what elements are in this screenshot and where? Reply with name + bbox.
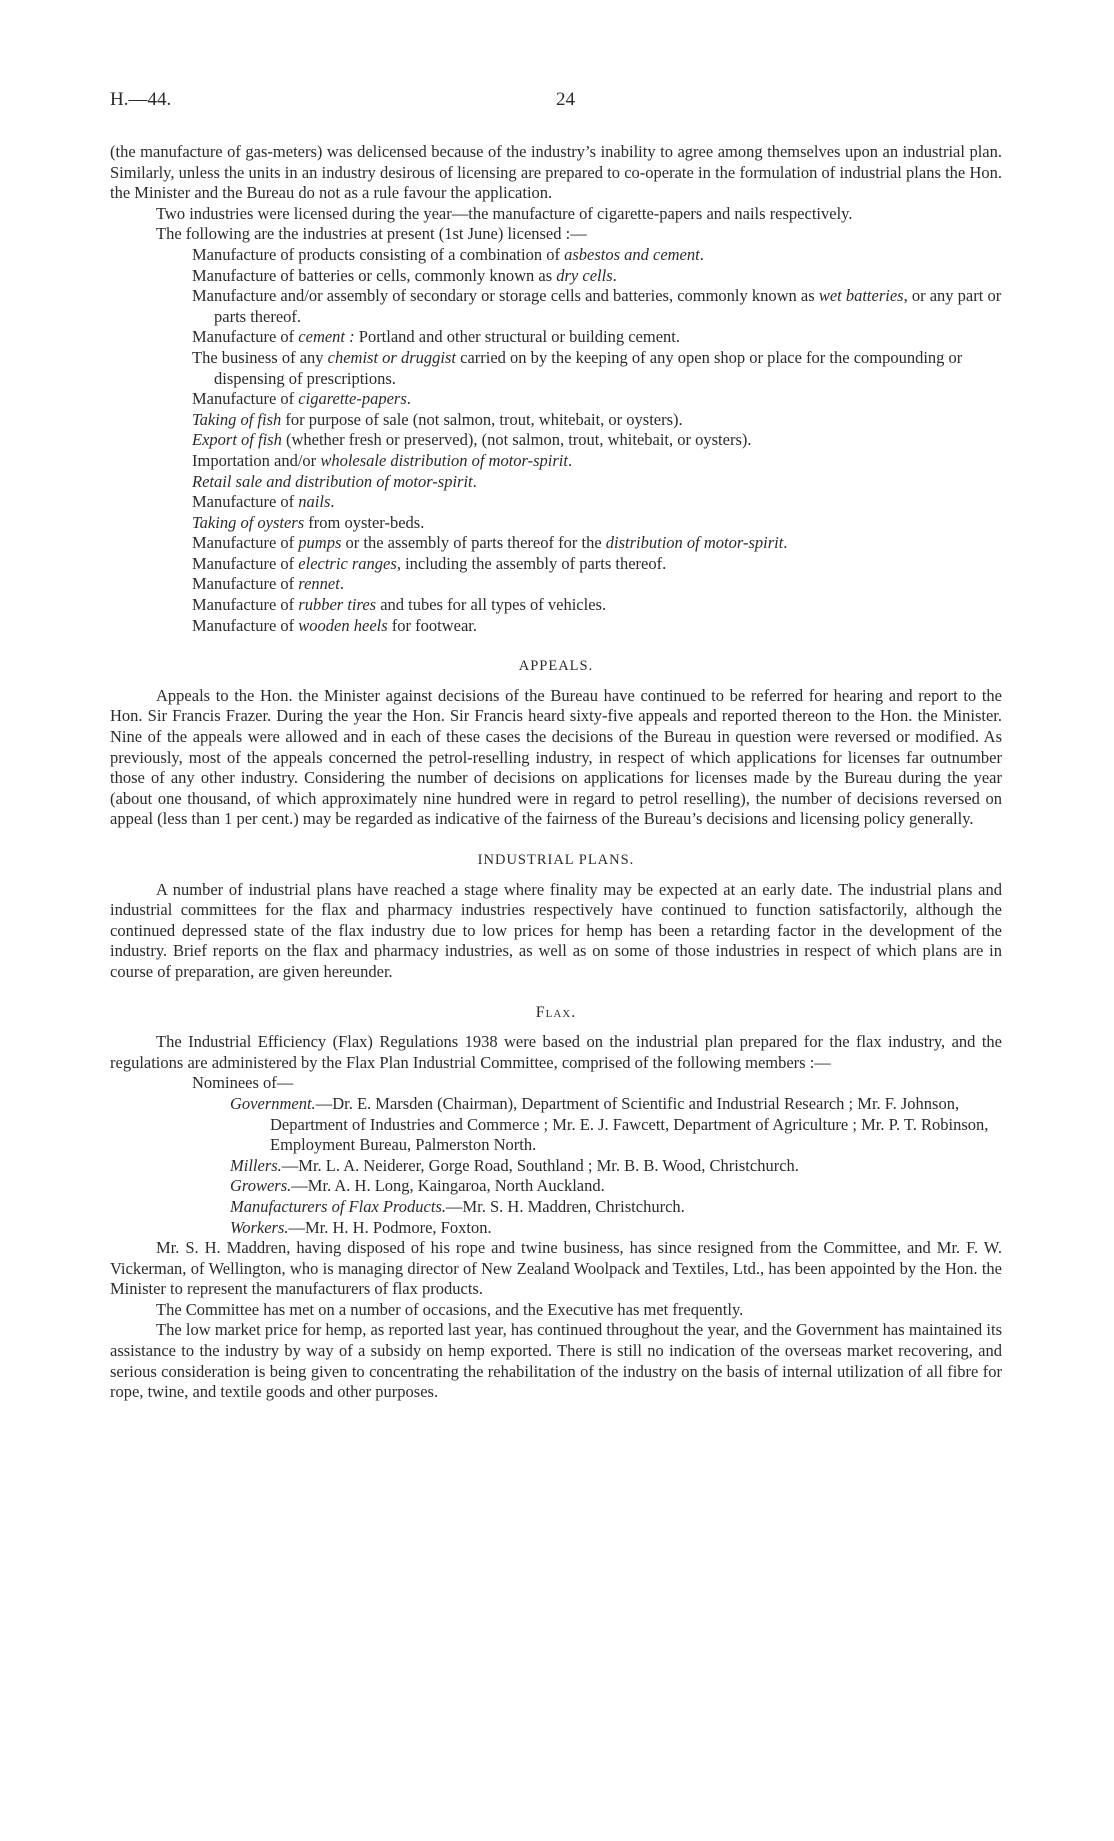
page-number: 24 bbox=[556, 89, 575, 110]
industry-item: Manufacture of products consisting of a combination of asbestos and cement. bbox=[192, 244, 704, 264]
industry-item: Manufacture of wooden heels for footwear. bbox=[192, 615, 477, 635]
nominees-list bbox=[110, 1094, 1002, 1238]
industry-item: Manufacture of rubber tires and tubes for all types of vehicles. bbox=[192, 595, 607, 615]
industry-item: Importation and/or wholesale distribution of motor-spirit. bbox=[192, 450, 573, 470]
industry-item: Manufacture of cigarette-papers. bbox=[192, 389, 411, 409]
flax-paragraph-2: Mr. S. H. Maddren, having disposed of his rope and twine business, has since resigned from the Committee, and Mr. F. W. Vickerman, of Wellington, who is managing director of New Zealand Woolpack and Textiles, Ltd., has been appointed by the Hon. the Minister to represent the manufacturers of flax products. bbox=[110, 1238, 1002, 1299]
nominee-entry: Millers.—Mr. L. A. Neiderer, Gorge Road, Southland ; Mr. B. B. Wood, Christchurch. bbox=[230, 1155, 799, 1175]
document-body bbox=[110, 142, 1002, 1403]
industry-item: Manufacture of batteries or cells, commonly known as dry cells. bbox=[192, 265, 617, 285]
appeals-paragraph: Appeals to the Hon. the Minister against decisions of the Bureau have continued to be referred for hearing and report to the Hon. Sir Francis Frazer. During the year the Hon. Sir Francis heard sixty-five appeals and reported thereon to the Hon. the Minister. Nine of the appeals were allowed and in each of these cases the decisions of the Bureau in question were reversed or modified. As previously, most of the appeals concerned the petrol-reselling industry, in respect of which applications for licenses far outnumber those of any other industry. Considering the number of decisions on applications for licenses made by the Bureau during the year (about one thousand, of which approximately nine hundred were in regard to petrol reselling), the number of decisions reversed on appeal (less than 1 per cent.) may be regarded as indicative of the fairness of the Bureau’s decisions and licensing policy generally. bbox=[110, 685, 1002, 829]
licensed-industries-list bbox=[110, 245, 1002, 636]
industry-item: Taking of fish for purpose of sale (not salmon, trout, whitebait, or oysters). bbox=[192, 409, 683, 429]
industry-item: Manufacture of pumps or the assembly of parts thereof for the distribution of motor-spirit. bbox=[192, 533, 788, 553]
document-reference: H.—44. bbox=[110, 89, 172, 110]
intro-paragraph-1: (the manufacture of gas-meters) was delicensed because of the industry’s inability to agree among themselves upon an industrial plan. Similarly, unless the units in an industry desirous of licensing are prepared to co-operate in the formulation of industrial plans the Hon. the Minister and the Bureau do not as a rule favour the application. bbox=[110, 142, 1002, 203]
flax-paragraph-4: The low market price for hemp, as reported last year, has continued throughout the year, and the Government has maintained its assistance to the industry by way of a subsidy on hemp exported. There is still no indication of the overseas market recovering, and serious consideration is being given to concentrating the rehabilitation of the industry on the basis of internal utilization of all fibre for rope, twine, and textile goods and other purposes. bbox=[110, 1320, 1002, 1402]
industry-item: Taking of oysters from oyster-beds. bbox=[192, 512, 425, 532]
nominee-entry: Manufacturers of Flax Products.—Mr. S. H. Maddren, Christchurch. bbox=[230, 1196, 685, 1216]
flax-heading: Flax. bbox=[535, 1003, 577, 1021]
flax-paragraph-3: The Committee has met on a number of occasions, and the Executive has met frequently. bbox=[156, 1299, 744, 1319]
industry-item: The business of any chemist or druggist carried on by the keeping of any open shop or place for the compounding or dispensing of prescriptions. bbox=[192, 347, 963, 388]
industry-item: Manufacture of electric ranges, including the assembly of parts thereof. bbox=[192, 553, 667, 573]
industry-item: Manufacture of rennet. bbox=[192, 574, 344, 594]
intro-paragraph-3: The following are the industries at present (1st June) licensed :— bbox=[156, 224, 587, 244]
nominee-entry: Workers.—Mr. H. H. Podmore, Foxton. bbox=[230, 1217, 492, 1237]
flax-paragraph-1: The Industrial Efficiency (Flax) Regulations 1938 were based on the industrial plan prepared for the flax industry, and the regulations are administered by the Flax Plan Industrial Committee, comprised of the following members :— bbox=[110, 1032, 1002, 1072]
nominees-label: Nominees of— bbox=[192, 1073, 294, 1093]
industrial-plans-paragraph: A number of industrial plans have reached a stage where finality may be expected at an early date. The industrial plans and industrial committees for the flax and pharmacy industries respectively have continued to function satisfactorily, although the continued depressed state of the flax industry due to low prices for hemp has been a retarding factor in the development of the industry. Brief reports on the flax and pharmacy industries, as well as on some of those industries in respect of which plans are in course of preparation, are given hereunder. bbox=[110, 879, 1002, 981]
nominee-entry: Government.—Dr. E. Marsden (Chairman), Department of Scientific and Industrial Research ; Mr. F. Johnson, Department of Industries and Commerce ; Mr. E. J. Fawcett, Department of Agriculture ; Mr. P. T. Robinson, Employment Bureau, Palmerston North. bbox=[230, 1093, 989, 1155]
industry-item: Retail sale and distribution of motor-spirit. bbox=[192, 471, 477, 491]
appeals-heading: APPEALS. bbox=[518, 658, 594, 675]
industry-item: Manufacture of cement : Portland and other structural or building cement. bbox=[192, 327, 680, 347]
industry-item: Export of fish (whether fresh or preserved), (not salmon, trout, whitebait, or oysters). bbox=[192, 430, 752, 450]
industrial-plans-heading: INDUSTRIAL PLANS. bbox=[477, 852, 635, 868]
intro-paragraph-2: Two industries were licensed during the year—the manufacture of cigarette-papers and nails respectively. bbox=[156, 203, 853, 223]
industry-item: Manufacture of nails. bbox=[192, 492, 335, 512]
nominee-entry: Growers.—Mr. A. H. Long, Kaingaroa, North Auckland. bbox=[230, 1176, 605, 1196]
industry-item: Manufacture and/or assembly of secondary or storage cells and batteries, commonly known as wet batteries, or any part or parts thereof. bbox=[192, 286, 1002, 326]
